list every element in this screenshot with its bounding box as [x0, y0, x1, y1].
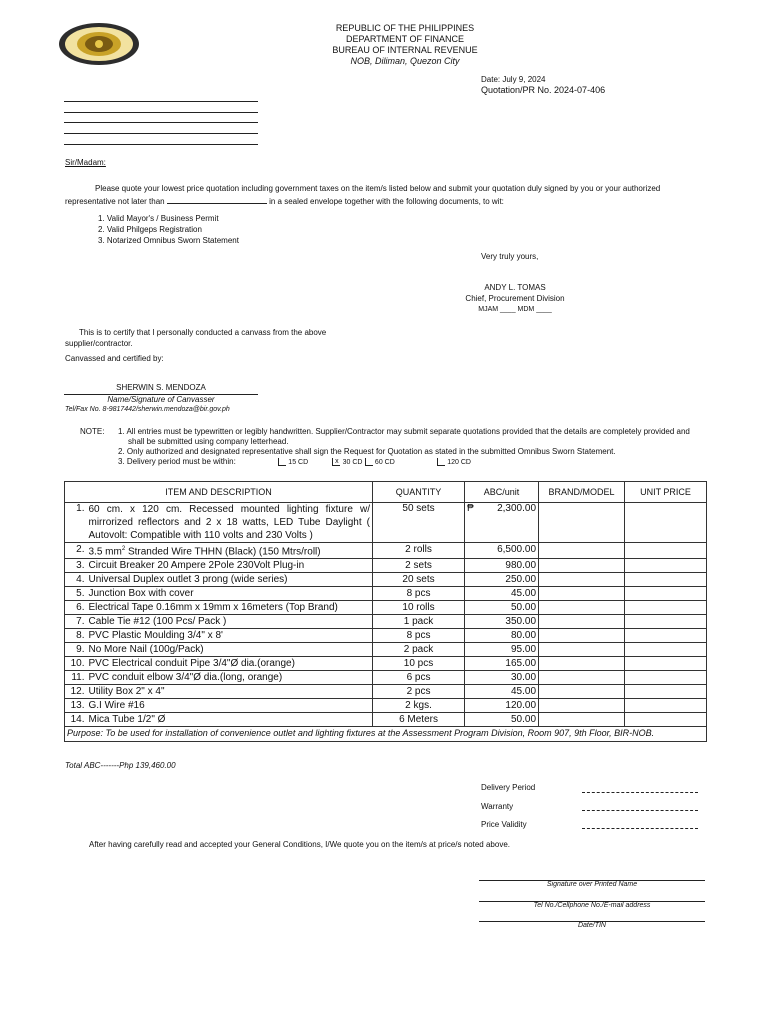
table-row: 6. Electrical Tape 0.16mm x 19mm x 16meters (Top Brand) 10 rolls 50.00: [65, 601, 707, 615]
price-validity-field[interactable]: [582, 828, 698, 829]
price-cell[interactable]: [625, 657, 707, 671]
price-cell[interactable]: [625, 587, 707, 601]
brand-cell[interactable]: [539, 543, 625, 559]
header-bureau: BUREAU OF INTERNAL REVENUE: [332, 45, 478, 55]
note-label: NOTE:: [80, 427, 105, 436]
brand-cell[interactable]: [539, 615, 625, 629]
brand-cell[interactable]: [539, 685, 625, 699]
intro-paragraph: Please quote your lowest price quotation including government taxes on the item/s listed below and submit your quotation duly signed by you or your authorized representative not later than in a sealed envelope together with the following documents, to wit:: [65, 184, 661, 206]
price-validity-label: Price Validity: [481, 820, 527, 829]
price-cell[interactable]: [625, 699, 707, 713]
option-120cd-checkbox[interactable]: [437, 458, 445, 466]
document-item: 2. Valid Philgeps Registration: [98, 225, 202, 234]
header-department: DEPARTMENT OF FINANCE: [345, 34, 464, 44]
table-row: 2. 3.5 $mm^2$ Stranded Wire THHN (Black) (150 Mtrs/roll) 2 rolls 6,500.00: [65, 543, 707, 559]
price-cell[interactable]: [625, 713, 707, 727]
quotation-number: Quotation/PR No. 2024-07-406: [481, 85, 606, 95]
table-row: 9. No More Nail (100g/Pack) 2 pack 95.00: [65, 643, 707, 657]
addressee-line[interactable]: [64, 133, 258, 134]
price-cell[interactable]: [625, 643, 707, 657]
warranty-label: Warranty: [481, 802, 514, 811]
date-tin-caption: Date/TIN: [577, 922, 606, 929]
canvasser-caption: Name/Signature of Canvasser: [107, 395, 215, 404]
signatory-title: Chief, Procurement Division: [465, 294, 565, 303]
bir-seal-icon: [58, 22, 140, 66]
price-cell[interactable]: [625, 503, 707, 543]
brand-cell[interactable]: [539, 601, 625, 615]
brand-cell[interactable]: [539, 671, 625, 685]
note-item-2: 2. Only authorized and designated representative shall sign the Request for Quotation as stated in the submitted Omnibus Sworn Statement.: [118, 447, 616, 456]
table-row: 12. Utility Box 2" x 4" 2 pcs 45.00: [65, 685, 707, 699]
price-cell[interactable]: [625, 559, 707, 573]
option-30cd-checkbox[interactable]: x: [332, 458, 340, 466]
header-price: UNIT PRICE: [625, 482, 707, 503]
signatory-initials: MJAM ____ MDM ____: [478, 306, 552, 313]
document-item: 3. Notarized Omnibus Sworn Statement: [98, 236, 239, 245]
brand-cell[interactable]: [539, 503, 625, 543]
table-row: 7. Cable Tie #12 (100 Pcs/ Pack ) 1 pack 350.00: [65, 615, 707, 629]
addressee-line[interactable]: [64, 122, 258, 123]
brand-cell[interactable]: [539, 657, 625, 671]
canvasser-name: SHERWIN S. MENDOZA: [116, 383, 206, 392]
table-row: 4. Universal Duplex outlet 3 prong (wide series) 20 sets 250.00: [65, 573, 707, 587]
addressee-line[interactable]: [64, 101, 258, 102]
brand-cell[interactable]: [539, 643, 625, 657]
salutation: Sir/Madam:: [65, 158, 106, 167]
table-row: 1. 60 cm. x 120 cm. Recessed mounted lighting fixture w/ mirrorized reflectors and 2 x 18 watts, LED Tube Daylight ( Autovolt: Compatible with 110 volts and 230 Volts ) 50 sets ₱ 2,300.00: [65, 503, 707, 543]
table-row: 10. PVC Electrical conduit Pipe 3/4"Ø dia.(orange) 10 pcs 165.00: [65, 657, 707, 671]
header-republic: REPUBLIC OF THE PHILIPPINES: [335, 23, 475, 33]
brand-cell[interactable]: [539, 713, 625, 727]
note-item-1: 1. All entries must be typewritten or legibly handwritten. Supplier/Contractor may submit separate quotations provided that the details are completely provided and shall be submitted using company letterhead.: [118, 427, 690, 446]
purpose-text: Purpose: To be used for installation of convenience outlet and lighting fixtures at the Assessment Program Division, Room 907, 9th Floor, BIR-NOB.: [65, 727, 707, 742]
brand-cell[interactable]: [539, 573, 625, 587]
brand-cell[interactable]: [539, 587, 625, 601]
table-row: 11. PVC conduit elbow 3/4"Ø dia.(long, orange) 6 pcs 30.00: [65, 671, 707, 685]
table-row: 13. G.I Wire #16 2 kgs. 120.00: [65, 699, 707, 713]
items-table: [64, 481, 707, 742]
documents-list: [98, 213, 239, 246]
header-address: NOB, Diliman, Quezon City: [350, 56, 460, 66]
price-cell[interactable]: [625, 629, 707, 643]
certify-text: This is to certify that I personally conducted a canvass from the above supplier/contractor.: [65, 328, 327, 348]
closing: Very truly yours,: [481, 252, 539, 261]
price-cell[interactable]: [625, 685, 707, 699]
warranty-field[interactable]: [582, 810, 698, 811]
price-cell[interactable]: [625, 573, 707, 587]
price-cell[interactable]: [625, 543, 707, 559]
addressee-line[interactable]: [64, 112, 258, 113]
brand-cell[interactable]: [539, 559, 625, 573]
canvasser-contact: Tel/Fax No. 8-9817442/sherwin.mendoza@bir.gov.ph: [65, 406, 230, 413]
delivery-period-field[interactable]: [582, 792, 698, 793]
note-item-3: 3. Delivery period must be within: 15 CD x 30 CD 60 CD 120 CD: [118, 457, 471, 466]
signature-caption: Signature over Printed Name: [546, 881, 638, 888]
contact-caption: Tel No./Cellphone No./E-mail address: [533, 902, 651, 909]
header-item: ITEM AND DESCRIPTION: [65, 482, 373, 503]
option-15cd-checkbox[interactable]: [278, 458, 286, 466]
acceptance-text: After having carefully read and accepted your General Conditions, I/We quote you on the item/s at price/s noted above.: [89, 840, 510, 849]
table-row: 5. Junction Box with cover 8 pcs 45.00: [65, 587, 707, 601]
delivery-period-label: Delivery Period: [481, 783, 536, 792]
brand-cell[interactable]: [539, 699, 625, 713]
header-brand: BRAND/MODEL: [539, 482, 625, 503]
document-item: 1. Valid Mayor's / Business Permit: [98, 214, 219, 223]
table-row: 8. PVC Plastic Moulding 3/4" x 8' 8 pcs 80.00: [65, 629, 707, 643]
table-row: 3. Circuit Breaker 20 Ampere 2Pole 230Volt Plug-in 2 sets 980.00: [65, 559, 707, 573]
price-cell[interactable]: [625, 671, 707, 685]
header-quantity: QUANTITY: [373, 482, 465, 503]
signatory-name: ANDY L. TOMAS: [484, 283, 546, 292]
table-row: 14. Mica Tube 1/2" Ø 6 Meters 50.00: [65, 713, 707, 727]
total-abc: Total ABC-------Php 139,460.00: [65, 761, 176, 770]
price-cell[interactable]: [625, 615, 707, 629]
header-abc: ABC/unit: [465, 482, 539, 503]
addressee-line[interactable]: [64, 144, 258, 145]
deadline-blank[interactable]: [167, 203, 267, 204]
brand-cell[interactable]: [539, 629, 625, 643]
date-text: Date: July 9, 2024: [481, 75, 546, 84]
canvassed-label: Canvassed and certified by:: [65, 354, 164, 363]
price-cell[interactable]: [625, 601, 707, 615]
option-60cd-checkbox[interactable]: [365, 458, 373, 466]
